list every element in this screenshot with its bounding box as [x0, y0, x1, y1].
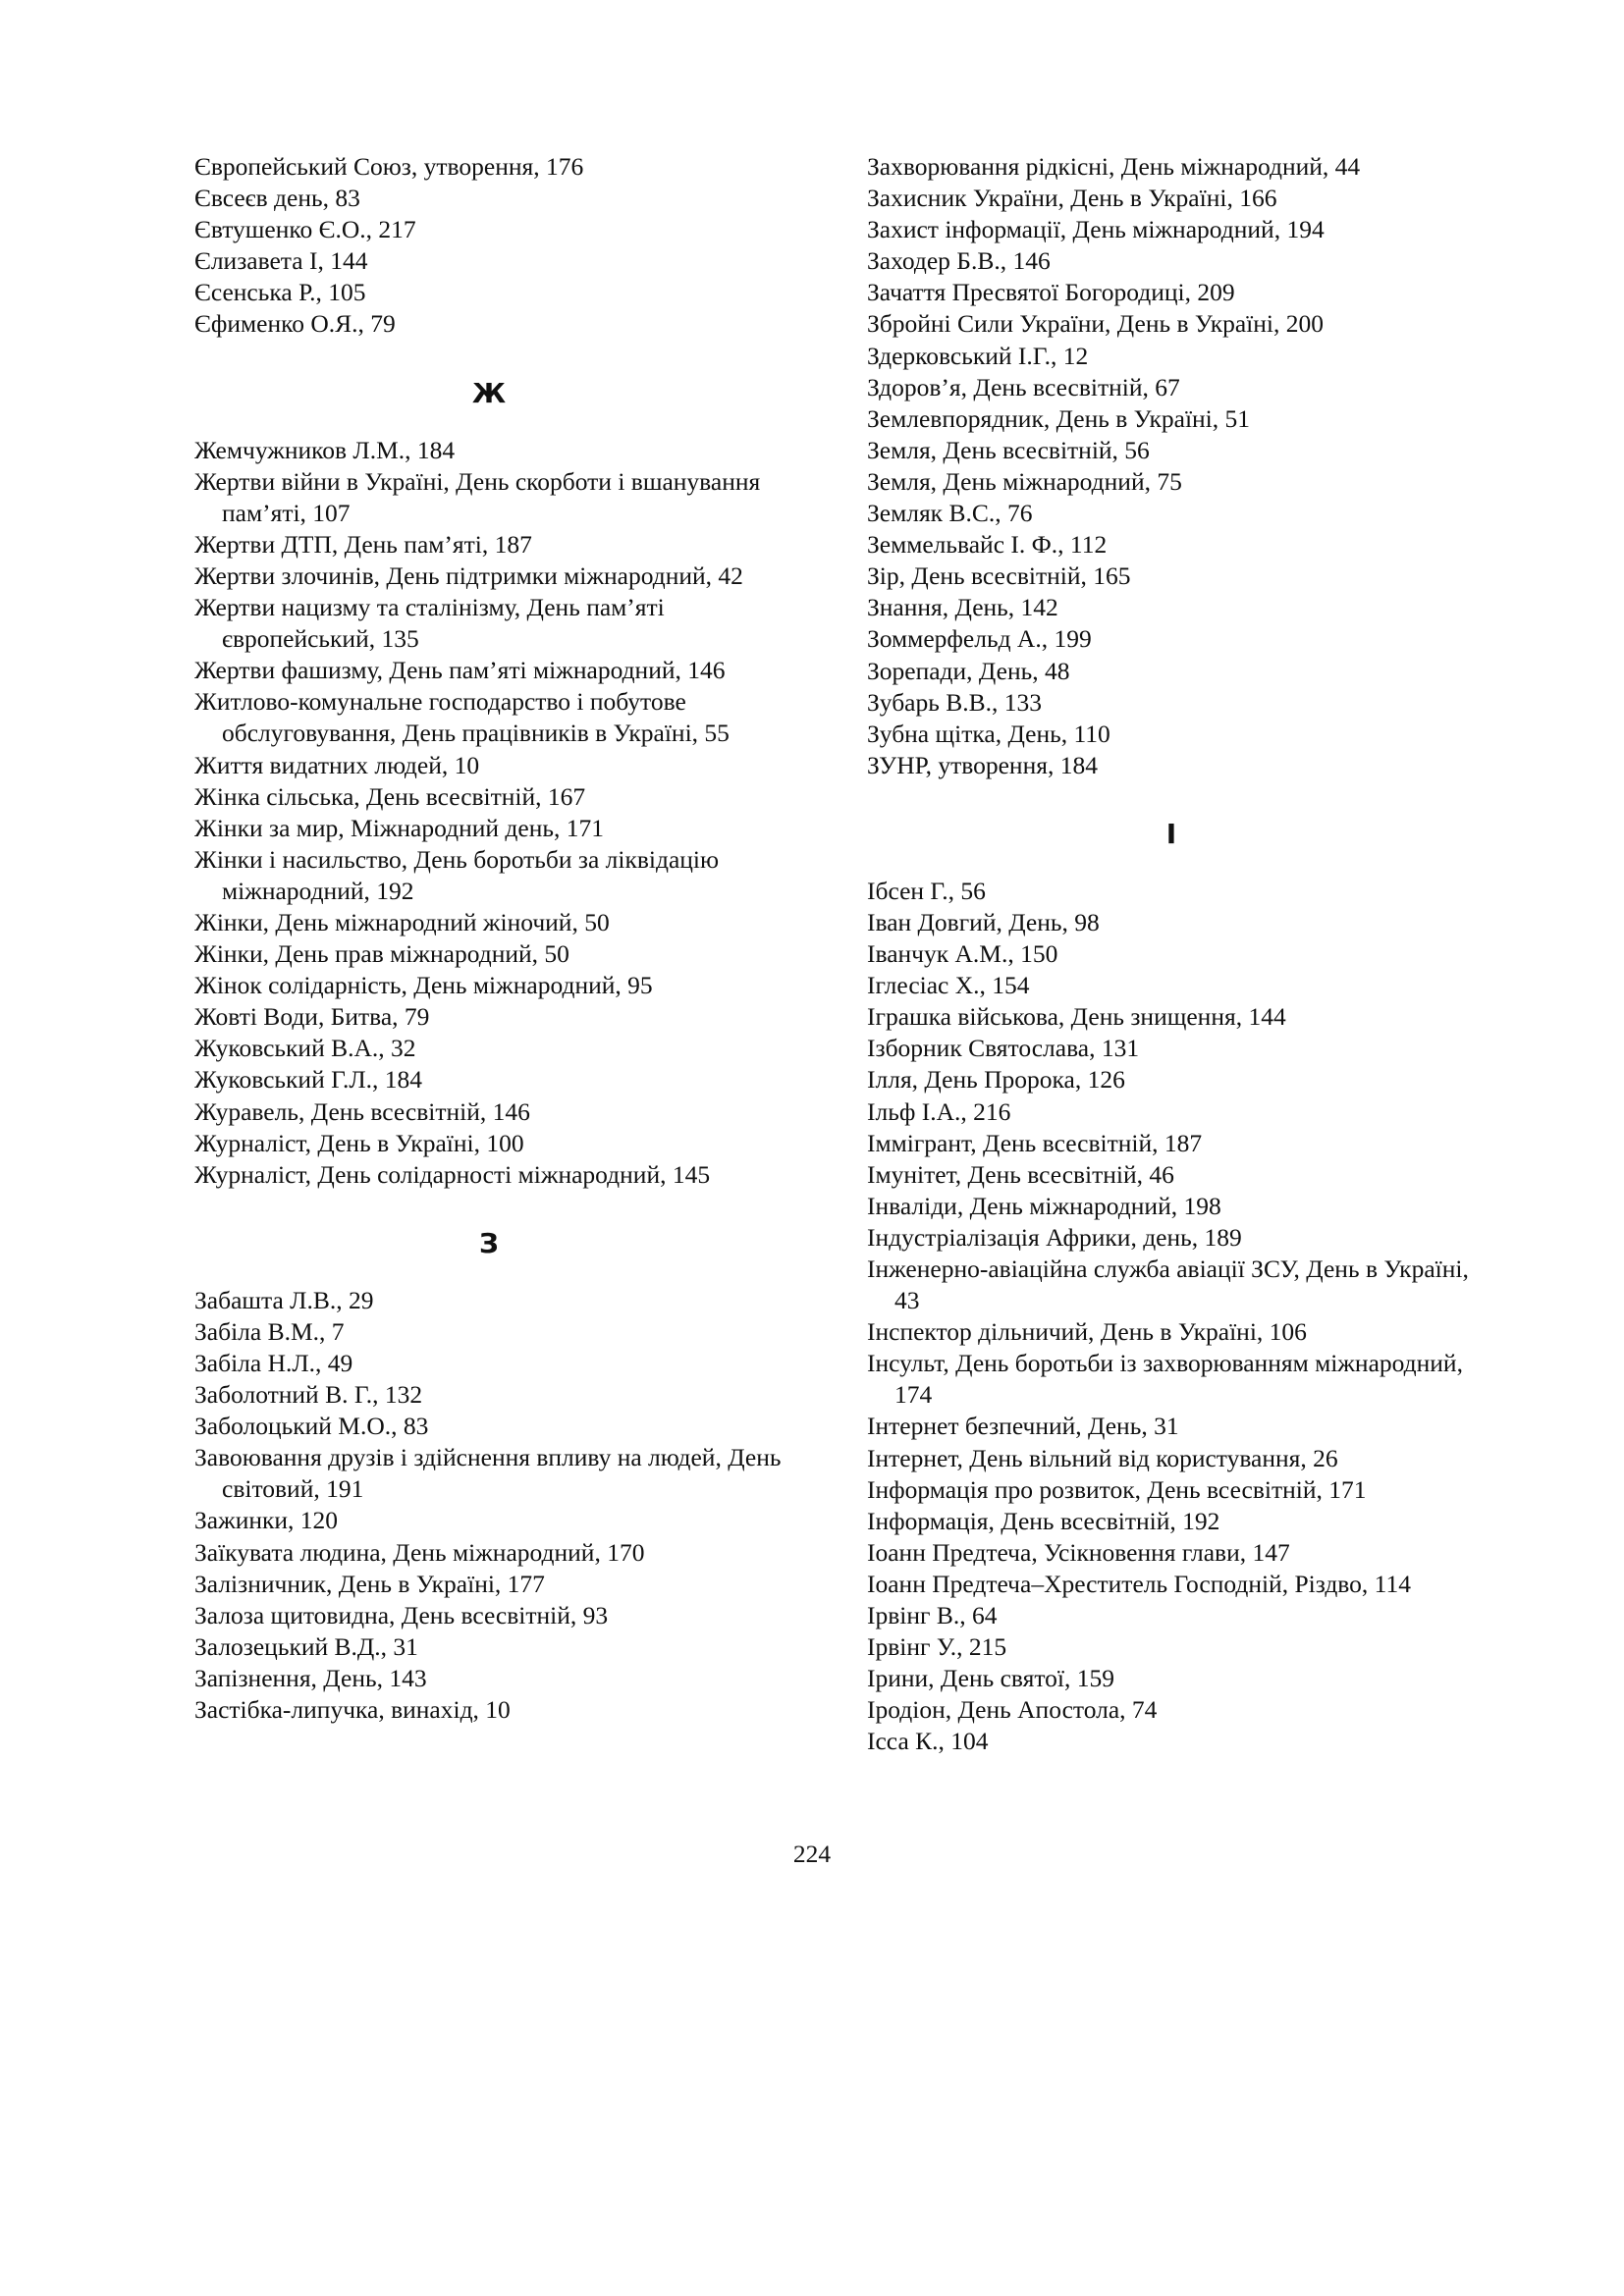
index-entry: Залізничник, День в Україні, 177: [194, 1569, 545, 1598]
index-entry: Зорепади, День, 48: [867, 656, 1070, 685]
index-entry: Інтернет, День вільний від користування, 26: [867, 1443, 1338, 1472]
index-entry: Журналіст, День в Україні, 100: [194, 1128, 524, 1157]
index-entry: Ілля, День Пророка, 126: [867, 1065, 1125, 1095]
section-letter-heading: З: [479, 1226, 499, 1259]
index-entry: Імунітет, День всесвітній, 46: [867, 1159, 1174, 1189]
index-entry: Жінок солідарність, День міжнародний, 95: [194, 971, 653, 1000]
index-entry: Заїкувата людина, День міжнародний, 170: [194, 1537, 645, 1567]
index-entry: Ізборник Святослава, 131: [867, 1034, 1140, 1063]
index-entry: Жінки, День прав міжнародний, 50: [194, 939, 569, 969]
index-entry: Земмельвайс І. Ф., 112: [867, 530, 1108, 560]
section-letter-heading: І: [1165, 817, 1177, 850]
index-entry: Журавель, День всесвітній, 146: [194, 1096, 530, 1126]
index-entry: Іглесіас Х., 154: [867, 971, 1030, 1000]
index-entry: Захисник України, День в Україні, 166: [867, 184, 1277, 213]
index-entry: Іван Довгий, День, 98: [867, 907, 1100, 936]
index-section: [194, 1212, 784, 1726]
index-entry: Захист інформації, День міжнародний, 194: [867, 215, 1325, 244]
index-entry: Жінки за мир, Міжнародний день, 171: [194, 813, 605, 842]
index-entry: Жовті Води, Битва, 79: [194, 1002, 430, 1032]
page-number: 224: [792, 1840, 832, 1868]
index-entry: Інваліди, День міжнародний, 198: [867, 1191, 1221, 1220]
index-entry: Інтернет безпечний, День, 31: [867, 1412, 1179, 1441]
index-entry: Жертви злочинів, День підтримки міжнародний, 42: [194, 561, 743, 590]
index-entry: Інформація про розвиток, День всесвітній, 171: [867, 1474, 1367, 1504]
index-entry: Іграшка військова, День знищення, 144: [867, 1002, 1286, 1032]
index-entry: Жінки і насильство, День боротьби за ліквідацію міжнародний, 192: [194, 844, 720, 905]
index-entry: Застібка-липучка, винахід, 10: [194, 1695, 511, 1725]
index-entry: Залозецький В.Д., 31: [194, 1631, 418, 1661]
index-entry: Єлизавета І, 144: [194, 246, 368, 276]
index-entry: Іродіон, День Апостола, 74: [867, 1695, 1158, 1725]
index-entry: Індустріалізація Африки, день, 189: [867, 1222, 1242, 1252]
index-entry: Іванчук А.М., 150: [867, 939, 1058, 969]
index-entry: Єфименко О.Я., 79: [194, 309, 396, 339]
index-entry: Євсеєв день, 83: [194, 184, 360, 213]
index-section: [867, 803, 1476, 1758]
index-entry: Заболотний В. Г., 132: [194, 1380, 423, 1410]
index-entry: Ірвінг В., 64: [867, 1601, 998, 1630]
index-entry: Збройні Сили України, День в Україні, 200: [867, 309, 1324, 339]
index-entry: Запізнення, День, 143: [194, 1663, 427, 1692]
index-entry: Ірини, День святої, 159: [867, 1664, 1114, 1693]
index-entry: Жемчужников Л.М., 184: [194, 435, 456, 464]
index-entry: Ісса К., 104: [867, 1727, 989, 1756]
index-entry: Жінки, День міжнародний жіночий, 50: [194, 907, 610, 936]
index-entry: Землевпорядник, День в Україні, 51: [867, 403, 1251, 433]
index-entry: Жінка сільська, День всесвітній, 167: [194, 781, 586, 811]
index-section: [194, 151, 784, 341]
index-entry: Ібсен Г., 56: [867, 876, 986, 905]
index-entry: Інспектор дільничий, День в Україні, 106: [867, 1317, 1307, 1347]
section-letter-heading: Ж: [471, 376, 507, 409]
index-entry: Інформація, День всесвітній, 192: [867, 1506, 1220, 1535]
index-entry: Інсульт, День боротьби із захворюванням міжнародний, 174: [867, 1349, 1463, 1410]
index-section: [867, 151, 1476, 781]
index-entry: Жертви війни в Україні, День скорботи і вшанування пам’яті, 107: [194, 466, 761, 527]
index-entry: Захворювання рідкісні, День міжнародний, 44: [867, 152, 1361, 181]
index-entry: Завоювання друзів і здійснення впливу на людей, День світовий, 191: [194, 1443, 782, 1504]
index-entry: Журналіст, День солідарності міжнародний, 145: [194, 1159, 711, 1189]
index-entry: Ільф І.А., 216: [867, 1096, 1011, 1126]
index-entry: Забіла Н.Л., 49: [194, 1349, 353, 1377]
index-entry: Зубна щітка, День, 110: [867, 719, 1110, 748]
index-entry: Жертви нацизму та сталінізму, День пам’яті європейський, 135: [194, 593, 665, 654]
index-entry: Залоза щитовидна, День всесвітній, 93: [194, 1600, 609, 1629]
index-entry: Знання, День, 142: [867, 593, 1058, 622]
index-entry: ЗУНР, утворення, 184: [867, 750, 1098, 779]
index-entry: Заболоцький М.О., 83: [194, 1412, 429, 1441]
index-entry: Зажинки, 120: [194, 1506, 339, 1535]
index-entry: Іоанн Предтеча, Усікновення глави, 147: [867, 1537, 1290, 1567]
index-entry: Земля, День міжнародний, 75: [867, 466, 1182, 496]
index-entry: Земляк В.С., 76: [867, 499, 1033, 528]
index-entry: Здерковський І.Г., 12: [867, 341, 1089, 370]
index-entry: Земля, День всесвітній, 56: [867, 435, 1150, 464]
index-entry: Іоанн Предтеча–Хреститель Господній, Різдво, 114: [867, 1569, 1411, 1598]
index-entry: Європейський Союз, утворення, 176: [194, 152, 584, 181]
index-entry: Жуковський Г.Л., 184: [194, 1065, 423, 1095]
index-entry: Інженерно-авіаційна служба авіації ЗСУ, День в Україні, 43: [867, 1255, 1469, 1315]
index-entry: Зачаття Пресвятої Богородиці, 209: [867, 278, 1235, 307]
index-entry: Жертви ДТП, День пам’яті, 187: [194, 529, 532, 559]
left-column: [194, 151, 784, 1726]
index-entry: Житлово-комунальне господарство і побутове обслуговування, День працівників в Україні, 55: [194, 687, 730, 748]
index-entry: Ірвінг У., 215: [867, 1632, 1007, 1662]
index-entry: Здоров’я, День всесвітній, 67: [867, 372, 1180, 401]
index-entry: Заходер Б.В., 146: [867, 246, 1051, 276]
index-entry: Жертви фашизму, День пам’яті міжнародний, 146: [194, 656, 726, 685]
index-entry: Забіла В.М., 7: [194, 1316, 345, 1346]
index-section: [194, 362, 784, 1191]
index-entry: Жуковський В.А., 32: [194, 1034, 416, 1063]
right-column: [867, 151, 1476, 1758]
index-entry: Життя видатних людей, 10: [194, 750, 480, 779]
index-entry: Єсенська Р., 105: [194, 278, 366, 307]
index-entry: Забашта Л.В., 29: [194, 1285, 374, 1314]
index-entry: Зір, День всесвітній, 165: [867, 561, 1131, 591]
index-entry: Зубарь В.В., 133: [867, 687, 1043, 717]
index-entry: Євтушенко Є.О., 217: [194, 215, 416, 244]
index-entry: Іммігрант, День всесвітній, 187: [867, 1128, 1203, 1157]
index-entry: Зоммерфельд А., 199: [867, 624, 1092, 654]
